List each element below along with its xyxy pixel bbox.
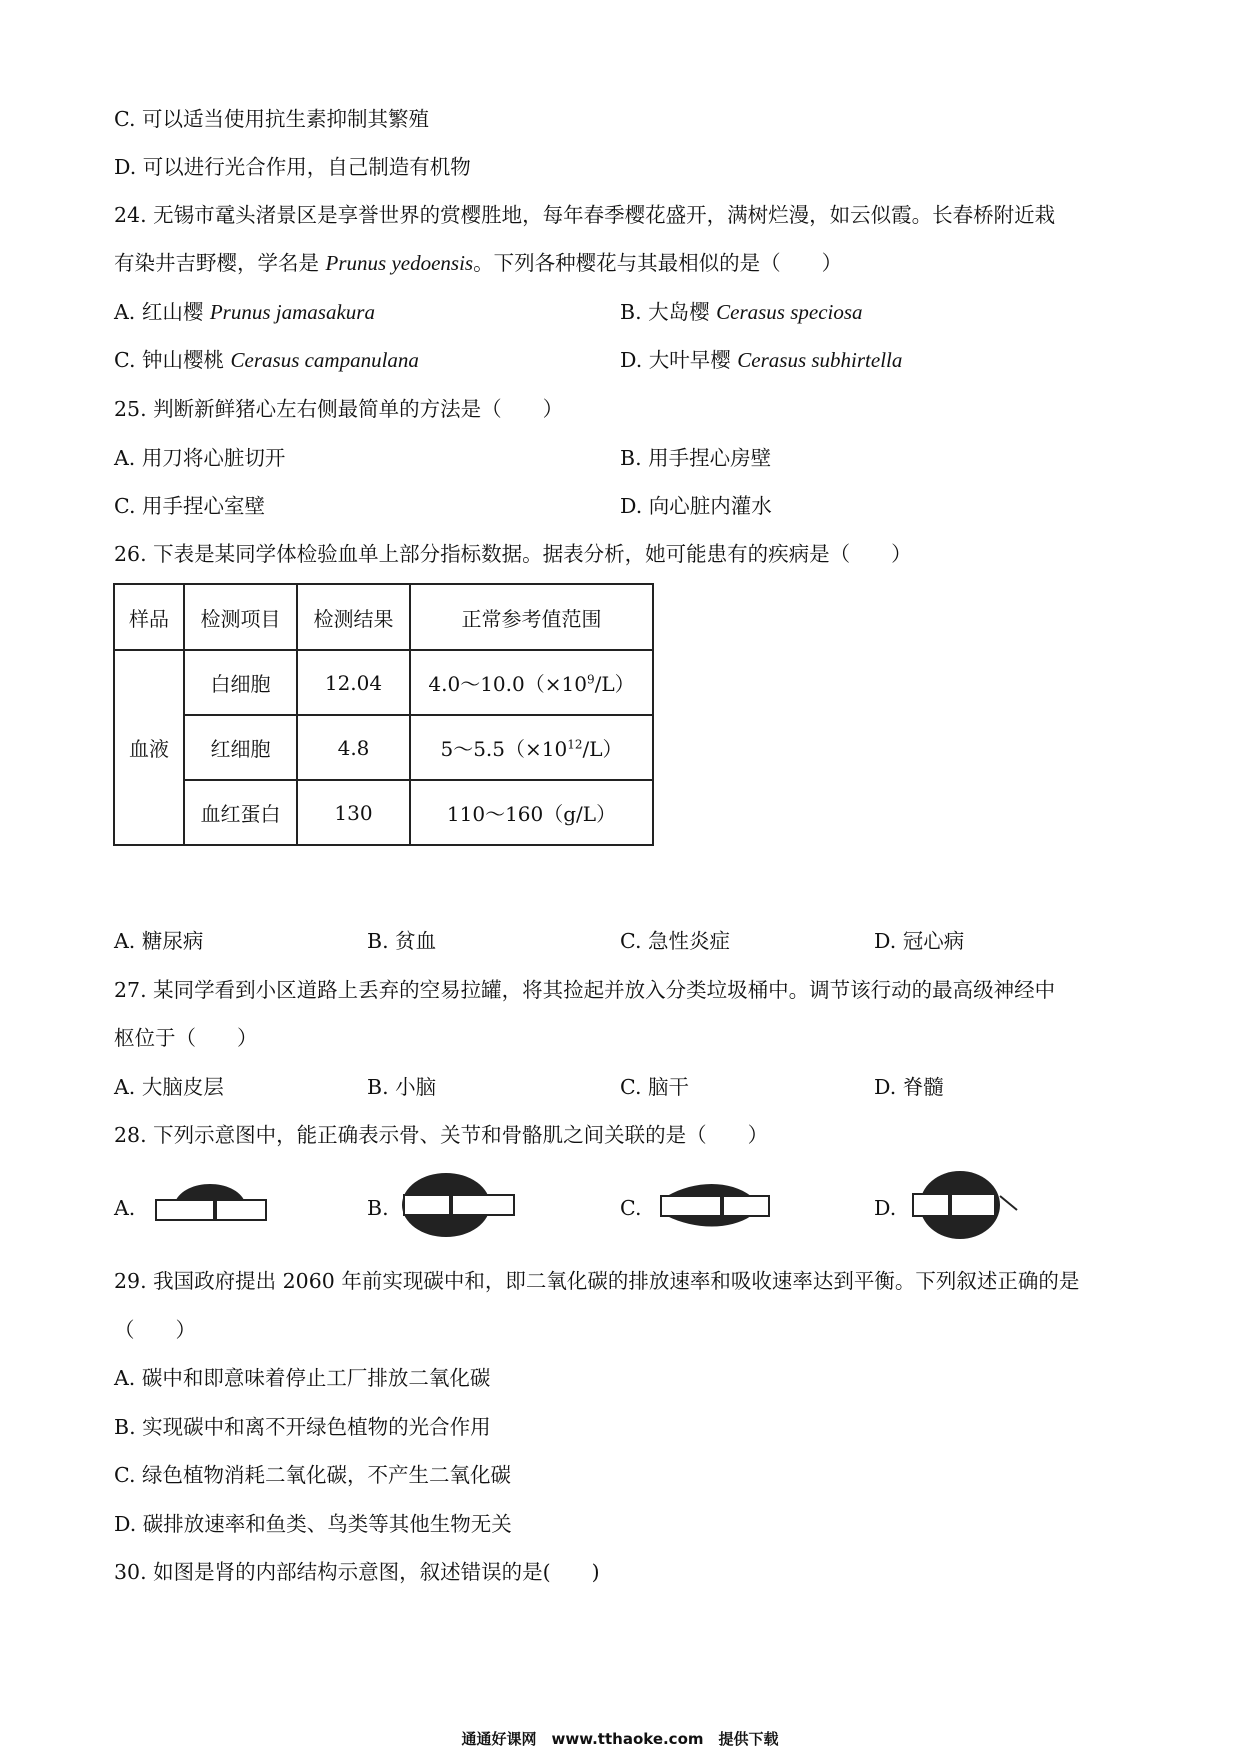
table-cell-sample: 血液 <box>114 650 184 845</box>
bone-left <box>661 1196 721 1216</box>
page-footer: 通通好课网 www.tthaoke.com 提供下载 <box>461 1730 779 1748</box>
q25-option-d: D. 向心脏内灌水 <box>620 494 772 518</box>
table-row <box>114 715 653 780</box>
q28-option-b-diagram <box>398 1168 518 1242</box>
q24-option-d-latin: Cerasus subhirtella <box>737 348 903 372</box>
q28-option-c-diagram <box>655 1172 775 1238</box>
q28-option-b-label: B. <box>367 1196 389 1220</box>
q24-option-d-label: D. 大叶早樱 <box>620 348 738 372</box>
q27-option-a: A. 大脑皮层 <box>114 1075 224 1099</box>
table-header-sample: 样品 <box>114 584 184 650</box>
table-cell-range <box>410 650 653 715</box>
q28-option-d-diagram <box>905 1166 1025 1244</box>
q24-stem-text-b: 。下列各种樱花与其最相似的是（ ） <box>473 251 843 275</box>
range-exponent: 9 <box>586 672 595 687</box>
range-text: 110～160（g/L） <box>446 802 617 826</box>
q23-option-c: C. 可以适当使用抗生素抑制其繁殖 <box>114 107 429 131</box>
table-cell-result: 4.8 <box>297 715 410 780</box>
q24-option-b-latin: Cerasus speciosa <box>716 300 863 324</box>
bone-right <box>216 1200 266 1220</box>
range-text: 4.0～10.0（×10 <box>428 672 587 696</box>
q24-stem-line1: 24. 无锡市鼋头渚景区是享誉世界的赏樱胜地，每年春季樱花盛开，满树烂漫，如云似霞。长春桥附近栽 <box>114 203 1056 227</box>
muscle-lower <box>667 1216 751 1227</box>
q28-option-d-label: D. <box>874 1196 897 1220</box>
q24-option-c-latin: Cerasus campanulana <box>230 348 419 372</box>
table-cell-item: 血红蛋白 <box>184 780 297 845</box>
q26-option-b: B. 贫血 <box>367 929 437 953</box>
q29-stem-line2: （ ） <box>114 1318 196 1342</box>
q28-stem: 28. 下列示意图中，能正确表示骨、关节和骨骼肌之间关联的是（ ） <box>114 1123 769 1147</box>
q26-stem: 26. 下表是某同学体检验血单上部分指标数据。据表分析，她可能患有的疾病是（ ） <box>114 542 912 566</box>
table-row <box>114 650 653 715</box>
q28-option-a-diagram <box>150 1172 270 1238</box>
q28-option-c-label: C. <box>620 1196 642 1220</box>
bone-left <box>404 1195 450 1215</box>
q24-option-a-label: A. 红山樱 <box>114 300 210 324</box>
q26-option-a: A. 糖尿病 <box>114 929 204 953</box>
bone-right <box>452 1195 514 1215</box>
q29-option-d: D. 碳排放速率和鱼类、鸟类等其他生物无关 <box>114 1512 512 1536</box>
table-cell-range <box>410 715 653 780</box>
q25-option-a: A. 用刀将心脏切开 <box>114 446 286 470</box>
q24-option-a-latin: Prunus jamasakura <box>209 300 375 324</box>
blood-test-table <box>113 583 654 846</box>
table-cell-range <box>410 780 653 845</box>
table-cell-result: 12.04 <box>297 650 410 715</box>
q24-option-b-label: B. 大岛樱 <box>620 300 717 324</box>
q24-option-c-label: C. 钟山樱桃 <box>114 348 231 372</box>
q24-stem-text-a: 有染井吉野樱，学名是 <box>114 251 326 275</box>
q29-stem-line1: 29. 我国政府提出 2060 年前实现碳中和，即二氧化碳的排放速率和吸收速率达到平衡。下列叙述正确的是 <box>114 1269 1080 1293</box>
tendon-line <box>1000 1196 1017 1210</box>
table-row <box>114 780 653 845</box>
bone-right <box>723 1196 769 1216</box>
q24-option-a <box>114 297 375 327</box>
table-header-result: 检测结果 <box>297 584 410 650</box>
q28-option-a-label: A. <box>114 1196 136 1220</box>
table-cell-item: 红细胞 <box>184 715 297 780</box>
q27-option-b: B. 小脑 <box>367 1075 437 1099</box>
range-exponent: 12 <box>567 737 583 752</box>
q23-option-d: D. 可以进行光合作用，自己制造有机物 <box>114 155 471 179</box>
table-header-item: 检测项目 <box>184 584 297 650</box>
range-text: 5～5.5（×10 <box>440 737 568 761</box>
q25-option-c: C. 用手捏心室壁 <box>114 494 265 518</box>
range-unit: /L） <box>582 737 623 761</box>
q24-option-c <box>114 345 419 375</box>
table-cell-result: 130 <box>297 780 410 845</box>
q25-option-b: B. 用手捏心房壁 <box>620 446 772 470</box>
q27-option-c: C. 脑干 <box>620 1075 689 1099</box>
table-header-row <box>114 584 653 650</box>
table-cell-item: 白细胞 <box>184 650 297 715</box>
q24-option-b <box>620 297 863 327</box>
q27-stem-line1: 27. 某同学看到小区道路上丢弃的空易拉罐，将其捡起并放入分类垃圾桶中。调节该行动的最高级神经中 <box>114 978 1056 1002</box>
q24-option-d <box>620 345 902 375</box>
range-unit: /L） <box>594 672 635 696</box>
muscle-upper <box>667 1184 751 1196</box>
bone-left <box>913 1194 949 1216</box>
table-header-range: 正常参考值范围 <box>410 584 653 650</box>
q26-option-d: D. 冠心病 <box>874 929 965 953</box>
q29-option-a: A. 碳中和即意味着停止工厂排放二氧化碳 <box>114 1366 491 1390</box>
bone-left <box>156 1200 214 1220</box>
q27-stem-line2: 枢位于（ ） <box>114 1026 258 1050</box>
q24-stem-latin: Prunus yedoensis <box>325 251 474 275</box>
q29-option-b: B. 实现碳中和离不开绿色植物的光合作用 <box>114 1415 491 1439</box>
q26-option-c: C. 急性炎症 <box>620 929 730 953</box>
q25-stem: 25. 判断新鲜猪心左右侧最简单的方法是（ ） <box>114 397 564 421</box>
bone-right <box>951 1194 995 1216</box>
q30-stem: 30. 如图是肾的内部结构示意图，叙述错误的是( ) <box>114 1560 600 1584</box>
q24-stem-line2 <box>114 248 842 278</box>
q27-option-d: D. 脊髓 <box>874 1075 944 1099</box>
q29-option-c: C. 绿色植物消耗二氧化碳，不产生二氧化碳 <box>114 1463 511 1487</box>
